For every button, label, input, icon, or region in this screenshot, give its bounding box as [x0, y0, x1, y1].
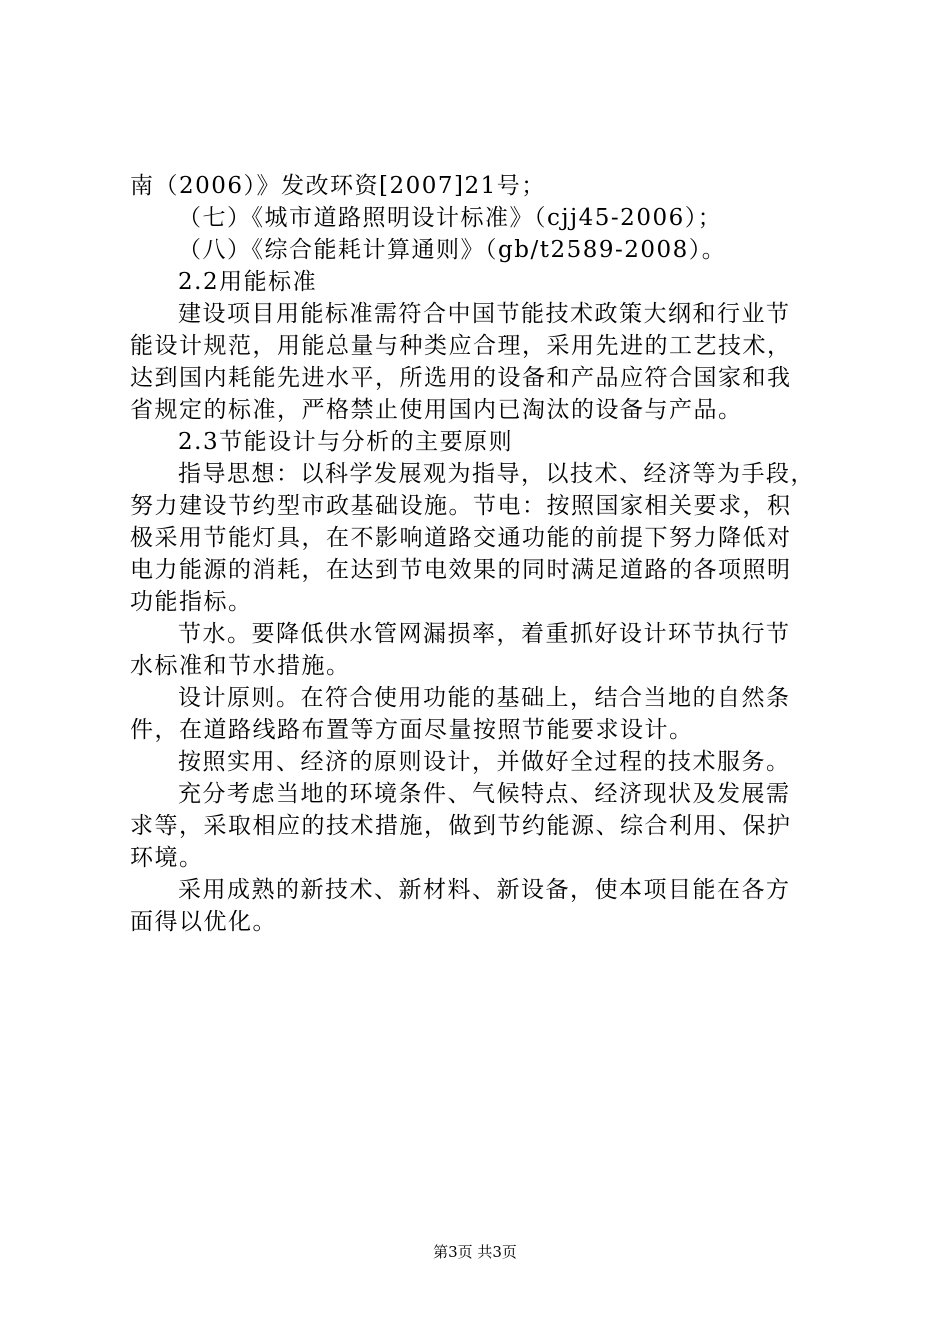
text-line: （八）《综合能耗计算通则》（gb/t2589-2008）。	[178, 237, 727, 263]
text-line: 省规定的标准，严格禁止使用国内已淘汰的设备与产品。	[130, 397, 743, 423]
document-body	[130, 170, 830, 938]
text-line: 设计原则。在符合使用功能的基础上，结合当地的自然条	[178, 685, 791, 711]
text-line: 按照实用、经济的原则设计，并做好全过程的技术服务。	[178, 749, 791, 775]
text-line: 达到国内耗能先进水平，所选用的设备和产品应符合国家和我	[130, 365, 792, 391]
text-line: 求等，采取相应的技术措施，做到节约能源、综合利用、保护	[130, 813, 792, 839]
text-line: 件，在道路线路布置等方面尽量按照节能要求设计。	[130, 717, 694, 743]
text-line: 水标准和节水措施。	[130, 653, 351, 679]
text-line: （七）《城市道路照明设计标准》（cjj45-2006）；	[178, 205, 723, 231]
text-line: 极采用节能灯具，在不影响道路交通功能的前提下努力降低对	[130, 525, 792, 551]
text-line: 指导思想：以科学发展观为指导，以技术、经济等为手段，	[178, 461, 815, 487]
text-line: 面得以优化。	[130, 909, 277, 935]
text-line: 电力能源的消耗，在达到节电效果的同时满足道路的各项照明	[130, 557, 792, 583]
text-line: 采用成熟的新技术、新材料、新设备，使本项目能在各方	[178, 877, 791, 903]
text-line: 南（2006）》发改环资[2007]21号；	[130, 173, 546, 199]
page-footer: 第3页 共3页	[433, 1243, 517, 1261]
section-heading: 2.3节能设计与分析的主要原则	[178, 429, 514, 455]
text-line: 努力建设节约型市政基础设施。节电：按照国家相关要求，积	[130, 493, 792, 519]
text-line: 充分考虑当地的环境条件、气候特点、经济现状及发展需	[178, 781, 791, 807]
text-line: 功能指标。	[130, 589, 253, 615]
text-line: 建设项目用能标准需符合中国节能技术政策大纲和行业节	[178, 301, 791, 327]
text-line: 环境。	[130, 845, 204, 871]
section-heading: 2.2用能标准	[178, 269, 318, 295]
text-line: 能设计规范，用能总量与种类应合理，采用先进的工艺技术，	[130, 333, 792, 359]
text-line: 节水。要降低供水管网漏损率，着重抓好设计环节执行节	[178, 621, 791, 647]
